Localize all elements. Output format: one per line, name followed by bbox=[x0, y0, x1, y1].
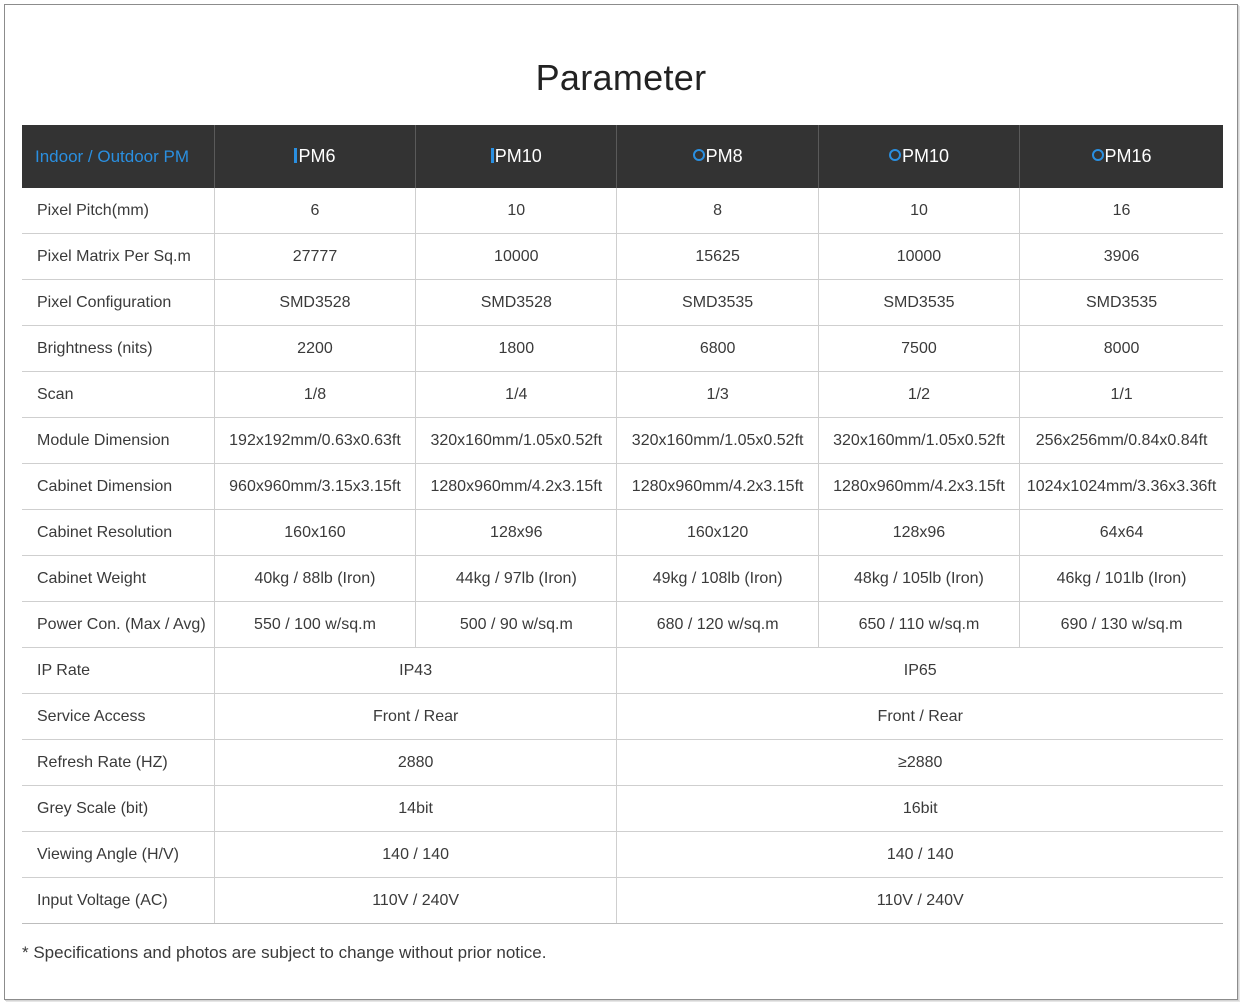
table-row bbox=[22, 326, 1223, 372]
table-cell: 1800 bbox=[416, 326, 617, 372]
table-cell: 650 / 110 w/sq.m bbox=[818, 602, 1019, 648]
table-cell: 10000 bbox=[818, 234, 1019, 280]
table-row bbox=[22, 234, 1223, 280]
header-model-3 bbox=[818, 125, 1019, 188]
header-model-2 bbox=[617, 125, 818, 188]
table-row bbox=[22, 188, 1223, 234]
table-row bbox=[22, 280, 1223, 326]
table-row bbox=[22, 878, 1223, 924]
outdoor-group-cell: 16bit bbox=[617, 786, 1223, 832]
table-cell: 680 / 120 w/sq.m bbox=[617, 602, 818, 648]
indoor-group-cell: 14bit bbox=[214, 786, 617, 832]
table-row bbox=[22, 464, 1223, 510]
table-cell: SMD3535 bbox=[1020, 280, 1223, 326]
table-cell: 690 / 130 w/sq.m bbox=[1020, 602, 1223, 648]
outdoor-group-cell: IP65 bbox=[617, 648, 1223, 694]
outdoor-group-cell: 140 / 140 bbox=[617, 832, 1223, 878]
row-label: Power Con. (Max / Avg) bbox=[22, 602, 214, 648]
outdoor-ring-icon bbox=[693, 149, 705, 161]
table-cell: 192x192mm/0.63x0.63ft bbox=[214, 418, 415, 464]
table-row bbox=[22, 740, 1223, 786]
table-row bbox=[22, 372, 1223, 418]
table-cell: 160x160 bbox=[214, 510, 415, 556]
table-cell: 6 bbox=[214, 188, 415, 234]
outdoor-group-cell: ≥2880 bbox=[617, 740, 1223, 786]
header-model-label: PM10 bbox=[494, 146, 542, 166]
table-header bbox=[22, 125, 1223, 188]
outdoor-group-cell: 110V / 240V bbox=[617, 878, 1223, 924]
row-label: Pixel Matrix Per Sq.m bbox=[22, 234, 214, 280]
table-cell: 1280x960mm/4.2x3.15ft bbox=[617, 464, 818, 510]
spec-sheet-frame bbox=[4, 4, 1238, 1000]
table-cell: 1/8 bbox=[214, 372, 415, 418]
table-cell: SMD3535 bbox=[818, 280, 1019, 326]
row-label: Viewing Angle (H/V) bbox=[22, 832, 214, 878]
header-model-label: PM6 bbox=[298, 146, 336, 166]
header-model-label: PM8 bbox=[705, 146, 743, 166]
header-indoor-outdoor-label: Indoor / Outdoor PM bbox=[22, 125, 214, 188]
table-cell: 1/1 bbox=[1020, 372, 1223, 418]
table-cell: SMD3528 bbox=[416, 280, 617, 326]
parameter-table bbox=[22, 125, 1223, 924]
table-row bbox=[22, 556, 1223, 602]
outdoor-group-cell: Front / Rear bbox=[617, 694, 1223, 740]
row-label: Cabinet Resolution bbox=[22, 510, 214, 556]
table-cell: 320x160mm/1.05x0.52ft bbox=[416, 418, 617, 464]
table-cell: 40kg / 88lb (Iron) bbox=[214, 556, 415, 602]
outdoor-ring-icon bbox=[1092, 149, 1104, 161]
table-cell: 1/3 bbox=[617, 372, 818, 418]
table-cell: 10000 bbox=[416, 234, 617, 280]
indoor-group-cell: 2880 bbox=[214, 740, 617, 786]
row-label: Refresh Rate (HZ) bbox=[22, 740, 214, 786]
table-cell: 1/4 bbox=[416, 372, 617, 418]
table-cell: 1024x1024mm/3.36x3.36ft bbox=[1020, 464, 1223, 510]
table-cell: 10 bbox=[818, 188, 1019, 234]
indoor-group-cell: 140 / 140 bbox=[214, 832, 617, 878]
table-row bbox=[22, 694, 1223, 740]
header-model-0 bbox=[214, 125, 415, 188]
table-cell: 320x160mm/1.05x0.52ft bbox=[617, 418, 818, 464]
table-cell: 1280x960mm/4.2x3.15ft bbox=[416, 464, 617, 510]
row-label: Pixel Pitch(mm) bbox=[22, 188, 214, 234]
table-cell: 1/2 bbox=[818, 372, 1019, 418]
table-cell: 2200 bbox=[214, 326, 415, 372]
table-cell: 27777 bbox=[214, 234, 415, 280]
table-row bbox=[22, 832, 1223, 878]
row-label: Brightness (nits) bbox=[22, 326, 214, 372]
row-label: Input Voltage (AC) bbox=[22, 878, 214, 924]
table-cell: 8000 bbox=[1020, 326, 1223, 372]
table-row bbox=[22, 510, 1223, 556]
row-label: Module Dimension bbox=[22, 418, 214, 464]
table-cell: 500 / 90 w/sq.m bbox=[416, 602, 617, 648]
outdoor-ring-icon bbox=[889, 149, 901, 161]
table-cell: 256x256mm/0.84x0.84ft bbox=[1020, 418, 1223, 464]
page-title: Parameter bbox=[535, 57, 707, 98]
table-cell: 64x64 bbox=[1020, 510, 1223, 556]
row-label: Scan bbox=[22, 372, 214, 418]
indoor-group-cell: IP43 bbox=[214, 648, 617, 694]
table-cell: 7500 bbox=[818, 326, 1019, 372]
header-row bbox=[22, 125, 1223, 188]
table-cell: 160x120 bbox=[617, 510, 818, 556]
row-label: Grey Scale (bit) bbox=[22, 786, 214, 832]
table-cell: 960x960mm/3.15x3.15ft bbox=[214, 464, 415, 510]
row-label: Cabinet Weight bbox=[22, 556, 214, 602]
indoor-group-cell: 110V / 240V bbox=[214, 878, 617, 924]
table-cell: 320x160mm/1.05x0.52ft bbox=[818, 418, 1019, 464]
header-model-label: PM10 bbox=[901, 146, 949, 166]
header-model-4 bbox=[1020, 125, 1223, 188]
table-cell: 128x96 bbox=[416, 510, 617, 556]
table-cell: 6800 bbox=[617, 326, 818, 372]
indoor-bar-icon bbox=[491, 148, 494, 163]
table-cell: 3906 bbox=[1020, 234, 1223, 280]
table-row bbox=[22, 648, 1223, 694]
row-label: Service Access bbox=[22, 694, 214, 740]
header-model-label: PM16 bbox=[1104, 146, 1152, 166]
table-body bbox=[22, 188, 1223, 924]
table-cell: 46kg / 101lb (Iron) bbox=[1020, 556, 1223, 602]
table-cell: 8 bbox=[617, 188, 818, 234]
indoor-group-cell: Front / Rear bbox=[214, 694, 617, 740]
table-row bbox=[22, 602, 1223, 648]
table-cell: 48kg / 105lb (Iron) bbox=[818, 556, 1019, 602]
table-cell: 44kg / 97lb (Iron) bbox=[416, 556, 617, 602]
table-cell: 1280x960mm/4.2x3.15ft bbox=[818, 464, 1019, 510]
table-row bbox=[22, 418, 1223, 464]
table-cell: SMD3535 bbox=[617, 280, 818, 326]
table-cell: 550 / 100 w/sq.m bbox=[214, 602, 415, 648]
header-model-1 bbox=[416, 125, 617, 188]
table-cell: SMD3528 bbox=[214, 280, 415, 326]
table-cell: 49kg / 108lb (Iron) bbox=[617, 556, 818, 602]
table-row bbox=[22, 786, 1223, 832]
table-cell: 15625 bbox=[617, 234, 818, 280]
row-label: Cabinet Dimension bbox=[22, 464, 214, 510]
table-cell: 10 bbox=[416, 188, 617, 234]
row-label: Pixel Configuration bbox=[22, 280, 214, 326]
disclaimer-note: * Specifications and photos are subject to change without prior notice. bbox=[22, 943, 547, 962]
table-cell: 16 bbox=[1020, 188, 1223, 234]
table-cell: 128x96 bbox=[818, 510, 1019, 556]
row-label: IP Rate bbox=[22, 648, 214, 694]
